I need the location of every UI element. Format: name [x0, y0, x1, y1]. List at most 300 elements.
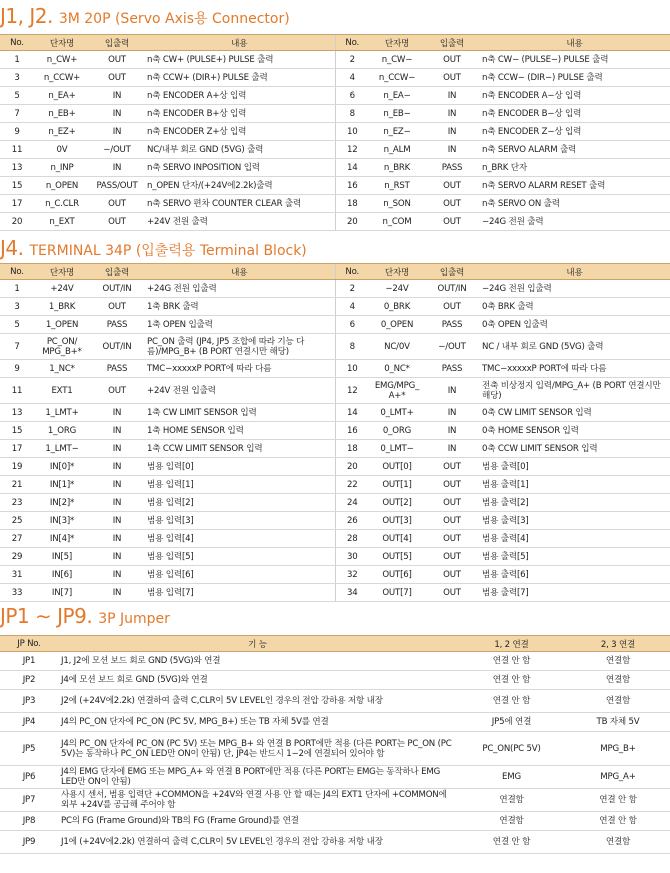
- j4-cell: EMG/MPG_ A+*: [369, 378, 425, 404]
- j4-cell: −/OUT: [425, 334, 479, 360]
- j1-cell: −24G 전원 출력: [479, 213, 670, 231]
- jp-cell: JP5에 연결: [457, 713, 566, 732]
- j4-cell: 21: [0, 476, 34, 494]
- j1-cell: OUT: [90, 69, 144, 87]
- j4-cell: 1_BRK: [34, 298, 90, 316]
- j1-header-row: [0, 35, 670, 51]
- j1-header-cell: No.: [335, 35, 369, 51]
- jp-cell: J1, J2에 모션 보드 회로 GND (5VG)와 연결: [58, 652, 457, 671]
- j4-cell: 5: [0, 316, 34, 334]
- jp-cell: 연결 안 함: [566, 812, 670, 831]
- jp-cell: JP4: [0, 713, 58, 732]
- j4-cell: PASS: [425, 316, 479, 334]
- jp-cell: JP3: [0, 690, 58, 713]
- jp-header-cell: 2, 3 연결: [566, 636, 670, 652]
- j1-header-cell: 입출력: [90, 35, 144, 51]
- j1-cell: n_EA−: [369, 87, 425, 105]
- j4-cell: 10: [335, 360, 369, 378]
- j1-cell: OUT: [90, 51, 144, 69]
- j4-header-row: [0, 264, 670, 280]
- j1-title-main: J1, J2.: [0, 4, 53, 28]
- j1-cell: n축 CCW− (DIR−) PULSE 출력: [479, 69, 670, 87]
- j4-cell: IN[2]*: [34, 494, 90, 512]
- j1-cell: IN: [425, 141, 479, 159]
- j1-cell: n_COM: [369, 213, 425, 231]
- j4-cell: 2: [335, 280, 369, 298]
- j4-cell: 범용 출력[2]: [479, 494, 670, 512]
- j1-table-row: [0, 105, 670, 123]
- j1-cell: n_SON: [369, 195, 425, 213]
- j1-cell: n축 CW+ (PULSE+) PULSE 출력: [144, 51, 335, 69]
- j1-cell: PASS: [425, 159, 479, 177]
- j1-cell: n_EZ−: [369, 123, 425, 141]
- j1-title-sub: 3M 20P (Servo Axis용 Connector): [58, 11, 290, 27]
- j1-cell: 20: [0, 213, 34, 231]
- j4-cell: NC / 내부 회로 GND (5VG) 출력: [479, 334, 670, 360]
- j4-cell: OUT[6]: [369, 566, 425, 584]
- j4-cell: 0축 HOME SENSOR 입력: [479, 422, 670, 440]
- j4-cell: IN: [90, 458, 144, 476]
- j4-table-row: [0, 566, 670, 584]
- j4-table-row: [0, 512, 670, 530]
- j1-cell: n_EB+: [34, 105, 90, 123]
- j4-cell: OUT: [425, 458, 479, 476]
- j1-cell: 0V: [34, 141, 90, 159]
- jp-table-row: [0, 732, 670, 766]
- j4-cell: IN[6]: [34, 566, 90, 584]
- j4-cell: 0축 OPEN 입출력: [479, 316, 670, 334]
- j4-title: [0, 236, 307, 262]
- jp-title: [0, 604, 170, 630]
- j1-cell: n_EZ+: [34, 123, 90, 141]
- j4-cell: 범용 출력[6]: [479, 566, 670, 584]
- jp-cell: JP6: [0, 766, 58, 789]
- j4-cell: IN: [90, 422, 144, 440]
- j4-cell: 31: [0, 566, 34, 584]
- j1-table-row: [0, 141, 670, 159]
- j4-cell: 15: [0, 422, 34, 440]
- j1-cell: 10: [335, 123, 369, 141]
- j1-cell: NC/내부 회로 GND (5VG) 출력: [144, 141, 335, 159]
- j1-cell: n축 SERVO ON 출력: [479, 195, 670, 213]
- j4-table-row: [0, 458, 670, 476]
- j4-cell: 1_NC*: [34, 360, 90, 378]
- j4-cell: OUT: [425, 298, 479, 316]
- j1-cell: n축 CCW+ (DIR+) PULSE 출력: [144, 69, 335, 87]
- j4-cell: PC_ON/ MPG_B+*: [34, 334, 90, 360]
- j4-cell: 24: [335, 494, 369, 512]
- j4-cell: 17: [0, 440, 34, 458]
- jp-cell: PC의 FG (Frame Ground)와 TB의 FG (Frame Ground)를 연결: [58, 812, 457, 831]
- j4-cell: +24G 전원 입출력: [144, 280, 335, 298]
- jp-table-row: [0, 690, 670, 713]
- j4-cell: 0축 CW LIMIT SENSOR 입력: [479, 404, 670, 422]
- j4-cell: OUT[0]: [369, 458, 425, 476]
- j1-cell: n_CCW+: [34, 69, 90, 87]
- j4-cell: 16: [335, 422, 369, 440]
- j1-cell: 1: [0, 51, 34, 69]
- j4-cell: 0_LMT+: [369, 404, 425, 422]
- j1-cell: 5: [0, 87, 34, 105]
- jp-table-row: [0, 789, 670, 812]
- j4-header-cell: 입출력: [425, 264, 479, 280]
- j1-cell: IN: [90, 105, 144, 123]
- jp-table-row: [0, 812, 670, 831]
- j4-cell: 0_NC*: [369, 360, 425, 378]
- jp-cell: 사용시 센서, 범용 입력단 +COMMON을 +24V와 연결 사용 안 할 때는 J4의 EXT1 단자에 +COMMON에 외부 +24V를 공급해 주어야 함: [58, 789, 457, 812]
- j4-cell: OUT/IN: [90, 334, 144, 360]
- jp-cell: J4의 PC_ON 단자에 PC_ON (PC 5V, MPG_B+) 또는 TB 자체 5V를 연결: [58, 713, 457, 732]
- jp-header-cell: 기 능: [58, 636, 457, 652]
- jp-cell: JP5: [0, 732, 58, 766]
- j4-cell: 범용 출력[7]: [479, 584, 670, 602]
- j4-table-row: [0, 440, 670, 458]
- j4-cell: 0_BRK: [369, 298, 425, 316]
- j4-cell: 19: [0, 458, 34, 476]
- j4-cell: 1_LMT−: [34, 440, 90, 458]
- j4-cell: 범용 입력[2]: [144, 494, 335, 512]
- jp-cell: JP1: [0, 652, 58, 671]
- j4-cell: 9: [0, 360, 34, 378]
- jp-cell: 연결 안 함: [457, 671, 566, 690]
- j4-cell: OUT: [425, 512, 479, 530]
- j1-cell: n_INP: [34, 159, 90, 177]
- jp-cell: JP2: [0, 671, 58, 690]
- j1-cell: 13: [0, 159, 34, 177]
- j4-cell: −24G 전원 입출력: [479, 280, 670, 298]
- jp-cell: 연결 안 함: [457, 690, 566, 713]
- jp-cell: 연결 안 함: [457, 831, 566, 854]
- j1-cell: n축 ENCODER A+상 입력: [144, 87, 335, 105]
- jp-cell: 연결함: [457, 789, 566, 812]
- j4-cell: OUT: [425, 548, 479, 566]
- j4-cell: IN: [425, 378, 479, 404]
- j4-cell: 0_ORG: [369, 422, 425, 440]
- j1-table-row: [0, 177, 670, 195]
- j4-cell: 1축 BRK 출력: [144, 298, 335, 316]
- j4-header-cell: 단자명: [34, 264, 90, 280]
- j4-cell: 22: [335, 476, 369, 494]
- j4-cell: 6: [335, 316, 369, 334]
- j1-cell: n_EB−: [369, 105, 425, 123]
- j4-cell: 범용 입력[7]: [144, 584, 335, 602]
- j4-cell: 범용 입력[5]: [144, 548, 335, 566]
- jp-header-row: [0, 636, 670, 652]
- jp-table-row: [0, 831, 670, 854]
- j4-cell: 범용 출력[0]: [479, 458, 670, 476]
- j4-cell: 범용 출력[4]: [479, 530, 670, 548]
- jp-cell: MPG_B+: [566, 732, 670, 766]
- j4-table-row: [0, 476, 670, 494]
- j4-cell: PASS: [90, 360, 144, 378]
- j4-cell: OUT[1]: [369, 476, 425, 494]
- j1-header-cell: 내용: [144, 35, 335, 51]
- j4-title-main: J4.: [0, 236, 24, 260]
- j1-cell: OUT: [425, 69, 479, 87]
- jp-title-main: JP1 ∼ JP9.: [0, 604, 93, 628]
- j4-cell: OUT[3]: [369, 512, 425, 530]
- j1-cell: 9: [0, 123, 34, 141]
- j1-title: [0, 4, 290, 30]
- j1-cell: 17: [0, 195, 34, 213]
- jp-table: [0, 635, 670, 854]
- j1-cell: n_OPEN 단자/(+24V에2.2k)출력: [144, 177, 335, 195]
- j4-cell: 27: [0, 530, 34, 548]
- j4-cell: 34: [335, 584, 369, 602]
- j4-cell: OUT: [90, 378, 144, 404]
- jp-cell: J4에 모션 보드 회로 GND (5VG)와 연결: [58, 671, 457, 690]
- jp-cell: 연결함: [457, 812, 566, 831]
- j1-cell: 20: [335, 213, 369, 231]
- j4-header-cell: 단자명: [369, 264, 425, 280]
- j1-cell: n축 ENCODER B+상 입력: [144, 105, 335, 123]
- j4-cell: 범용 입력[1]: [144, 476, 335, 494]
- j1-cell: n축 CW− (PULSE−) PULSE 출력: [479, 51, 670, 69]
- j4-cell: 0축 BRK 출력: [479, 298, 670, 316]
- j1-cell: n축 ENCODER A−상 입력: [479, 87, 670, 105]
- j1-cell: 2: [335, 51, 369, 69]
- j4-cell: IN[7]: [34, 584, 90, 602]
- j4-table-row: [0, 334, 670, 360]
- j1-cell: n_RST: [369, 177, 425, 195]
- j4-cell: 범용 출력[5]: [479, 548, 670, 566]
- jp-cell: J2에 (+24V에2.2k) 연결하여 출력 C,CLR이 5V LEVEL인 경우의 전압 강하용 저항 내장: [58, 690, 457, 713]
- j4-cell: 1축 CW LIMIT SENSOR 입력: [144, 404, 335, 422]
- j4-cell: 7: [0, 334, 34, 360]
- j4-cell: 범용 입력[4]: [144, 530, 335, 548]
- jp-table-row: [0, 766, 670, 789]
- jp-cell: PC_ON(PC 5V): [457, 732, 566, 766]
- j4-cell: IN: [90, 476, 144, 494]
- j4-table-row: [0, 280, 670, 298]
- j4-header-cell: No.: [335, 264, 369, 280]
- j4-cell: 29: [0, 548, 34, 566]
- j1-cell: 14: [335, 159, 369, 177]
- j4-cell: 8: [335, 334, 369, 360]
- j4-table-row: [0, 530, 670, 548]
- jp-cell: MPG_A+: [566, 766, 670, 789]
- j1-cell: 15: [0, 177, 34, 195]
- j4-cell: OUT: [425, 494, 479, 512]
- j4-table-row: [0, 316, 670, 334]
- j1-cell: IN: [425, 123, 479, 141]
- j1-header-cell: 단자명: [34, 35, 90, 51]
- j4-cell: IN: [90, 530, 144, 548]
- j1-cell: OUT: [425, 177, 479, 195]
- j4-cell: OUT: [425, 584, 479, 602]
- j4-table-row: [0, 360, 670, 378]
- j4-cell: IN: [425, 422, 479, 440]
- j1-cell: 8: [335, 105, 369, 123]
- j4-cell: IN[1]*: [34, 476, 90, 494]
- j4-header-cell: No.: [0, 264, 34, 280]
- j1-cell: +24V 전원 출력: [144, 213, 335, 231]
- j4-cell: 0_LMT−: [369, 440, 425, 458]
- j1-cell: 6: [335, 87, 369, 105]
- j4-cell: 23: [0, 494, 34, 512]
- j4-table-row: [0, 548, 670, 566]
- j4-cell: OUT/IN: [90, 280, 144, 298]
- j1-cell: 18: [335, 195, 369, 213]
- jp-cell: 연결 안 함: [566, 789, 670, 812]
- jp-header-cell: 1, 2 연결: [457, 636, 566, 652]
- j1-cell: n축 SERVO 편차 COUNTER CLEAR 출력: [144, 195, 335, 213]
- j4-cell: IN: [90, 404, 144, 422]
- j4-cell: IN: [90, 494, 144, 512]
- j1-cell: n_CW−: [369, 51, 425, 69]
- j4-cell: IN[0]*: [34, 458, 90, 476]
- j4-cell: 1_OPEN: [34, 316, 90, 334]
- j4-cell: IN: [90, 548, 144, 566]
- j1-cell: n축 SERVO INPOSITION 입력: [144, 159, 335, 177]
- j4-header-cell: 내용: [144, 264, 335, 280]
- j4-cell: OUT: [425, 566, 479, 584]
- j1-cell: 11: [0, 141, 34, 159]
- j1-table-row: [0, 51, 670, 69]
- j4-cell: IN[5]: [34, 548, 90, 566]
- j4-cell: 14: [335, 404, 369, 422]
- j4-cell: IN: [90, 584, 144, 602]
- j1-table-row: [0, 195, 670, 213]
- j1-cell: IN: [90, 87, 144, 105]
- j4-cell: NC/0V: [369, 334, 425, 360]
- j1-table-row: [0, 123, 670, 141]
- j4-cell: 25: [0, 512, 34, 530]
- j1-cell: n_EXT: [34, 213, 90, 231]
- j4-cell: 11: [0, 378, 34, 404]
- j4-cell: 전축 비상정지 입력/MPG_A+ (B PORT 연결시만 해당): [479, 378, 670, 404]
- jp-cell: 연결 안 함: [457, 652, 566, 671]
- jp-cell: JP8: [0, 812, 58, 831]
- j1-header-cell: 단자명: [369, 35, 425, 51]
- j4-table-row: [0, 298, 670, 316]
- j4-cell: 1_ORG: [34, 422, 90, 440]
- jp-cell: J4의 EMG 단자에 EMG 또는 MPG_A+ 와 연결 B PORT에만 적용 (다른 PORT는 EMG는 동작하나 EMG LED만 ON이 안됨): [58, 766, 457, 789]
- j4-table-row: [0, 378, 670, 404]
- j4-table-row: [0, 494, 670, 512]
- jp-cell: 연결함: [566, 690, 670, 713]
- j1-table-row: [0, 213, 670, 231]
- j1-cell: n축 ENCODER B−상 입력: [479, 105, 670, 123]
- j1-cell: n축 SERVO ALARM 출력: [479, 141, 670, 159]
- j4-cell: 범용 입력[3]: [144, 512, 335, 530]
- j4-cell: OUT[5]: [369, 548, 425, 566]
- jp-cell: EMG: [457, 766, 566, 789]
- j4-cell: OUT[2]: [369, 494, 425, 512]
- j1-cell: −/OUT: [90, 141, 144, 159]
- j4-cell: 26: [335, 512, 369, 530]
- j4-cell: −24V: [369, 280, 425, 298]
- j4-cell: 1축 OPEN 입출력: [144, 316, 335, 334]
- j1-header-cell: No.: [0, 35, 34, 51]
- j1-cell: PASS/OUT: [90, 177, 144, 195]
- j4-cell: OUT[4]: [369, 530, 425, 548]
- j4-cell: 30: [335, 548, 369, 566]
- j4-header-cell: 내용: [479, 264, 670, 280]
- j1-cell: OUT: [90, 195, 144, 213]
- jp-cell: 연결함: [566, 671, 670, 690]
- j1-cell: 4: [335, 69, 369, 87]
- j4-cell: OUT[7]: [369, 584, 425, 602]
- j1-cell: n_OPEN: [34, 177, 90, 195]
- j4-cell: 20: [335, 458, 369, 476]
- j4-title-sub: TERMINAL 34P (입출력용 Terminal Block): [29, 243, 307, 259]
- j4-cell: OUT/IN: [425, 280, 479, 298]
- j1-cell: OUT: [90, 213, 144, 231]
- jp-table-row: [0, 652, 670, 671]
- j4-cell: OUT: [425, 476, 479, 494]
- j4-cell: IN[4]*: [34, 530, 90, 548]
- j4-cell: IN: [90, 440, 144, 458]
- j4-cell: IN: [90, 566, 144, 584]
- j4-table: [0, 263, 670, 602]
- j1-cell: n축 ENCODER Z+상 입력: [144, 123, 335, 141]
- j4-cell: 1: [0, 280, 34, 298]
- j1-cell: IN: [425, 105, 479, 123]
- j4-cell: 범용 입력[6]: [144, 566, 335, 584]
- j1-table-row: [0, 87, 670, 105]
- j4-cell: IN: [425, 404, 479, 422]
- jp-table-row: [0, 713, 670, 732]
- j1-cell: IN: [90, 159, 144, 177]
- j4-cell: 33: [0, 584, 34, 602]
- j1-cell: OUT: [425, 195, 479, 213]
- j4-cell: 13: [0, 404, 34, 422]
- j1-cell: n_C.CLR: [34, 195, 90, 213]
- j4-cell: +24V: [34, 280, 90, 298]
- j1-cell: IN: [90, 123, 144, 141]
- j4-cell: 4: [335, 298, 369, 316]
- j4-cell: 3: [0, 298, 34, 316]
- j1-cell: n_CW+: [34, 51, 90, 69]
- j4-cell: 32: [335, 566, 369, 584]
- j4-cell: 0축 CCW LIMIT SENSOR 입력: [479, 440, 670, 458]
- j1-cell: n축 SERVO ALARM RESET 출력: [479, 177, 670, 195]
- j4-table-row: [0, 422, 670, 440]
- jp-cell: 연결함: [566, 831, 670, 854]
- jp-cell: JP9: [0, 831, 58, 854]
- j1-cell: n축 ENCODER Z−상 입력: [479, 123, 670, 141]
- j1-cell: OUT: [425, 213, 479, 231]
- j4-cell: OUT: [425, 530, 479, 548]
- j1-table-row: [0, 159, 670, 177]
- j1-cell: 3: [0, 69, 34, 87]
- jp-cell: TB 자체 5V: [566, 713, 670, 732]
- j4-cell: 12: [335, 378, 369, 404]
- j1-table: [0, 34, 670, 231]
- j1-cell: 12: [335, 141, 369, 159]
- j1-cell: n_EA+: [34, 87, 90, 105]
- j1-cell: n_BRK 단자: [479, 159, 670, 177]
- j1-cell: 16: [335, 177, 369, 195]
- j4-header-cell: 입출력: [90, 264, 144, 280]
- j4-cell: 범용 입력[0]: [144, 458, 335, 476]
- j4-cell: 1_LMT+: [34, 404, 90, 422]
- j1-cell: IN: [425, 87, 479, 105]
- jp-table-row: [0, 671, 670, 690]
- j1-cell: 7: [0, 105, 34, 123]
- j4-cell: 0_OPEN: [369, 316, 425, 334]
- j4-cell: 28: [335, 530, 369, 548]
- j4-table-row: [0, 404, 670, 422]
- j1-cell: n_ALM: [369, 141, 425, 159]
- j4-table-row: [0, 584, 670, 602]
- j4-cell: 범용 출력[3]: [479, 512, 670, 530]
- jp-header-cell: JP No.: [0, 636, 58, 652]
- jp-cell: J1에 (+24V에2.2k) 연결하여 출력 C,CLR이 5V LEVEL인 경우의 전압 강하용 저항 내장: [58, 831, 457, 854]
- j4-cell: PASS: [425, 360, 479, 378]
- j4-cell: 범용 출력[1]: [479, 476, 670, 494]
